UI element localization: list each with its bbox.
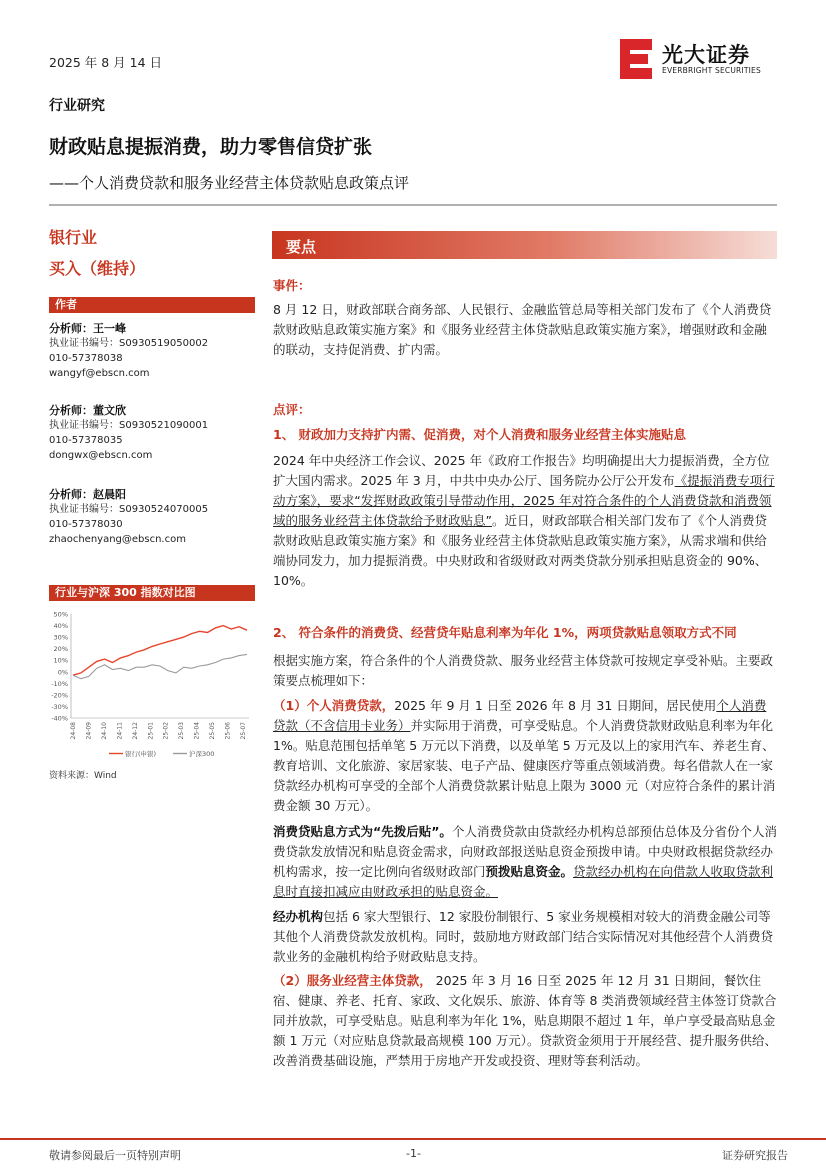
analyst-phone: 010-57378038 (49, 353, 123, 364)
x-tick-label: 25-04 (193, 722, 201, 740)
x-tick-label: 24-12 (131, 722, 139, 740)
policy-1-text-c: 并实际用于消费，可享受贴息。个人消费贷款财政贴息利率为年化 1%。贴息范围包括单笔 5 万元以下消费，以及单笔 5 万元及以上的家用汽车、养老生育、教育培训、文化旅游、家居家装、电子产品、健康医疗等重点领域消费。每名借款人在一家贷款经办机构可享受的全部个人消费贷款累计贴息上限为 3000 元（对应符合条件的累计消费金额 30 万元）。 (273, 718, 776, 813)
policy-1-text-b: 个人消费贷款（不含信用卡业务） (273, 698, 767, 733)
analyst-cert: 执业证书编号：S0930524070005 (49, 504, 209, 515)
y-tick-label: 30% (53, 633, 68, 642)
logo-mark-icon (618, 37, 658, 81)
event-section (273, 276, 777, 296)
logo-text-en: EVERBRIGHT SECURITIES (662, 66, 761, 75)
y-tick-label: 20% (53, 645, 68, 654)
analyst-email[interactable]: wangyf@ebscn.com (49, 368, 150, 379)
policy-4-label: （2）服务业经营主体贷款， (273, 973, 432, 988)
section-1-text-c: 。近日，财政部联合相关部门发布了《个人消费贷款财政贴息政策实施方案》和《服务业经营主体贷款贴息政策实施方案》，从需求端和供给端协同发力，加力提振消费。中央财政和省级财政对两类贷款分别承担贴息资金的 90%、10%。 (273, 513, 768, 588)
sector-name: 银行业 (49, 228, 98, 247)
chart-source: 资料来源：Wind (49, 771, 117, 781)
report-subtitle: ——个人消费贷款和服务业经营主体贷款贴息政策点评 (49, 174, 410, 192)
x-tick-label: 25-03 (178, 722, 186, 740)
analyst-block (49, 487, 208, 547)
analyst-block (49, 321, 208, 381)
y-tick-label: -40% (51, 714, 68, 723)
x-tick-label: 25-07 (240, 722, 247, 740)
event-label: 事件： (273, 278, 311, 293)
policy-4-text: 2025 年 3 月 16 日至 2025 年 12 月 31 日期间，餐饮住宿、健康、养老、托育、家政、文化娱乐、旅游、体育等 8 类消费领域经营主体签订贷款合同并放款，可享受贴息。贴息利率为年化 1%，贴息期限不超过 1 年，单户享受最高贴息金额 1 万元（对应贴息贷款最高规模 100 万元）。贷款资金须用于开展经营、提升服务供给、改善消费基础设施，严禁用于房地产开发或投资、理财等套利活动。 (273, 973, 777, 1068)
footer-disclaimer[interactable]: 敬请参阅最后一页特别声明 (49, 1149, 181, 1162)
x-tick-label: 24-11 (116, 722, 124, 740)
chart-svg (49, 606, 255, 764)
page-number: -1- (406, 1147, 421, 1160)
key-points-header (272, 231, 777, 259)
analyst-block (49, 403, 208, 463)
report-title: 财政贴息提振消费，助力零售信贷扩张 (49, 136, 373, 158)
policy-3-label: 经办机构 (273, 909, 324, 924)
y-tick-label: -20% (51, 691, 68, 700)
report-date: 2025 年 8 月 14 日 (49, 55, 163, 70)
y-tick-label: 50% (53, 610, 68, 619)
section-2-title: 2、 符合条件的消费贷、经营贷年贴息利率为年化 1%，两项贷款贴息领取方式不同 (273, 625, 737, 640)
series-line-1 (73, 654, 247, 678)
key-points-label: 要点 (286, 238, 317, 256)
legend-label: 银行(申银) (125, 750, 157, 758)
y-tick-label: -10% (51, 679, 68, 688)
x-tick-label: 25-06 (224, 722, 232, 740)
comment-label: 点评： (273, 402, 311, 417)
footer-report-type: 证券研究报告 (722, 1149, 788, 1162)
policy-2-text-a: 个人消费贷款由贷款经办机构总部预估总体及分省份个人消费贷款发放情况和贴息资金需求，向财政部报送贴息资金预拨申请。中央财政根据贷款经办机构需求，按一定比例向省级财政部门 (273, 824, 777, 879)
policy-1-text-a: 2025 年 9 月 1 日至 2026 年 8 月 31 日期间，居民使用 (394, 698, 717, 713)
index-comparison-chart (49, 606, 255, 764)
analyst-name: 分析师：董文欣 (49, 404, 126, 417)
policy-consumer-loan (273, 696, 777, 816)
analyst-email[interactable]: dongwx@ebscn.com (49, 450, 153, 461)
x-tick-label: 25-01 (147, 722, 155, 740)
section-1-text-a: 2024 年中央经济工作会议、2025 年《政府工作报告》均明确提出大力提振消费，全方位扩大国内需求。2025 年 3 月，中共中央办公厅、国务院办公厅公开发布 (273, 453, 770, 488)
y-tick-label: -30% (51, 702, 68, 711)
header-divider (49, 204, 777, 206)
authors-header: 作者 (49, 297, 255, 313)
company-logo (618, 37, 778, 81)
policy-institutions (273, 907, 777, 967)
analyst-phone: 010-57378030 (49, 519, 123, 530)
analyst-cert: 执业证书编号：S0930521090001 (49, 420, 209, 431)
x-tick-label: 24-09 (85, 722, 93, 740)
policy-2-text-c: 贷款经办机构在向借款人收取贷款利息时直接扣减应由财政承担的贴息资金。 (273, 864, 774, 899)
event-text: 8 月 12 日，财政部联合商务部、人民银行、金融监管总局等相关部门发布了《个人消费贷款财政贴息政策实施方案》和《服务业经营主体贷款贴息政策实施方案》，增强财政和金融的联动，支持促消费、扩内需。 (273, 302, 772, 357)
policy-1-label: （1）个人消费贷款， (273, 698, 395, 713)
policy-subsidy-method (273, 822, 777, 902)
policy-2-text-b: 预拨贴息资金。 (485, 864, 574, 879)
x-tick-label: 25-02 (162, 722, 170, 740)
section-1-title: 1、 财政加力支持扩内需、促消费，对个人消费和服务业经营主体实施贴息 (273, 427, 687, 442)
analyst-cert: 执业证书编号：S0930519050002 (49, 338, 209, 349)
analyst-name: 分析师：王一峰 (49, 322, 126, 335)
y-tick-label: 10% (53, 656, 68, 665)
report-category: 行业研究 (49, 98, 105, 114)
legend-label: 沪深300 (189, 750, 215, 758)
analyst-phone: 010-57378035 (49, 435, 123, 446)
section-1-text-b: 《提振消费专项行动方案》，要求“发挥财政政策引导带动作用，2025 年对符合条件的个人消费贷款和消费领域的服务业经营主体贷款给予财政贴息” (273, 473, 775, 528)
analyst-name: 分析师：赵晨阳 (49, 488, 126, 501)
x-tick-label: 24-08 (70, 722, 77, 740)
x-tick-label: 25-05 (209, 722, 217, 740)
y-tick-label: 0% (57, 668, 68, 677)
policy-2-label: 消费贷贴息方式为“先拨后贴”。 (273, 824, 452, 839)
policy-service-loan (273, 971, 777, 1071)
policy-3-text: 包括 6 家大型银行、12 家股份制银行、5 家业务规模相对较大的消费金融公司等其他个人消费贷款发放机构。同时，鼓励地方财政部门结合实际情况对其他经营个人消费贷款业务的金融机构给予财政贴息支持。 (273, 909, 774, 964)
logo-text-cn: 光大证券 (662, 43, 750, 67)
x-tick-label: 24-10 (100, 722, 108, 740)
investment-rating: 买入（维持） (49, 259, 146, 278)
analyst-email[interactable]: zhaochenyang@ebscn.com (49, 534, 186, 545)
footer-divider (0, 1138, 826, 1140)
chart-header: 行业与沪深 300 指数对比图 (49, 585, 255, 601)
section-1-paragraph (273, 451, 777, 591)
section-2-intro: 根据实施方案，符合条件的个人消费贷款、服务业经营主体贷款可按规定享受补贴。主要政策要点梳理如下： (273, 653, 774, 688)
y-tick-label: 40% (53, 622, 68, 631)
